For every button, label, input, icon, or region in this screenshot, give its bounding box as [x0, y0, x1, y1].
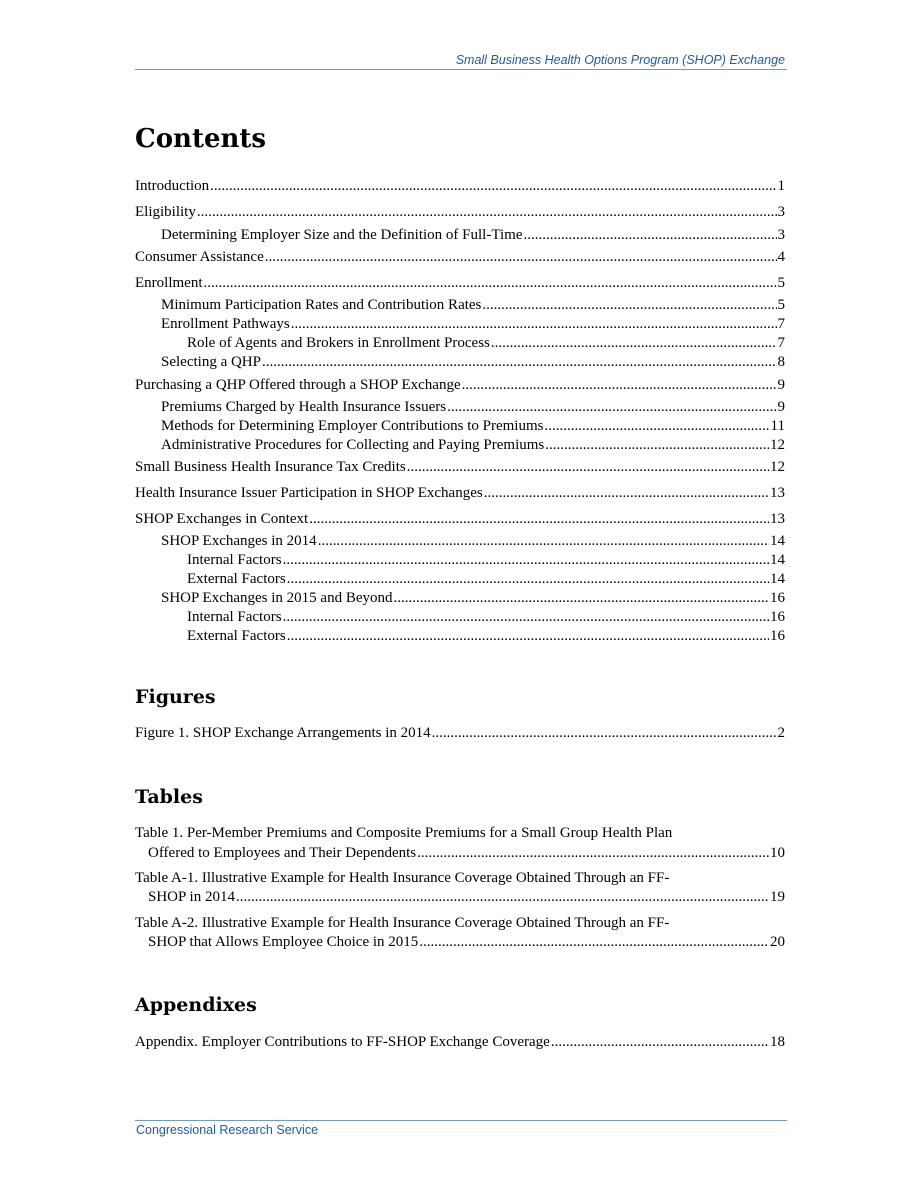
- toc-entry-label: Selecting a QHP: [161, 354, 261, 370]
- toc-entry-selecting-qhp[interactable]: [161, 353, 785, 372]
- toc-entry-enrollment[interactable]: [135, 274, 785, 293]
- table-entry-a1-line1[interactable]: Table A-1. Illustrative Example for Health Insurance Coverage Obtained Through an FF-: [135, 870, 670, 886]
- toc-entry-consumer-assistance[interactable]: [135, 248, 785, 267]
- toc-entry-label: SHOP Exchanges in 2014: [161, 533, 317, 549]
- toc-entry-label: SHOP that Allows Employee Choice in 2015: [148, 934, 419, 950]
- table-entry-1[interactable]: [148, 844, 785, 863]
- footer-divider: [135, 1120, 787, 1121]
- toc-entry-page: 14: [770, 533, 785, 549]
- toc-entry-internal-factors-2014[interactable]: [187, 551, 785, 570]
- toc-entry-shop-in-context[interactable]: [135, 510, 785, 529]
- toc-entry-purchasing-qhp[interactable]: [135, 376, 785, 395]
- appendix-entry-1[interactable]: [135, 1033, 785, 1052]
- toc-entry-label: Health Insurance Issuer Participation in SHOP Exchanges: [135, 485, 483, 501]
- toc-entry-label: Small Business Health Insurance Tax Credits: [135, 459, 406, 475]
- toc-entry-shop-2014[interactable]: [161, 532, 785, 551]
- toc-entry-page: 2: [777, 725, 785, 741]
- toc-entry-page: 4: [777, 249, 785, 265]
- toc-entry-label: SHOP Exchanges in 2015 and Beyond: [161, 590, 393, 606]
- running-header: Small Business Health Options Program (SHOP) Exchange: [455, 53, 785, 67]
- toc-entry-page: 13: [770, 511, 785, 527]
- toc-entry-introduction[interactable]: [135, 177, 785, 196]
- toc-entry-administrative-procedures[interactable]: [161, 436, 785, 455]
- toc-entry-participation-rates[interactable]: [161, 296, 785, 315]
- tables-heading: Tables: [135, 786, 203, 808]
- toc-entry-page: 3: [777, 204, 785, 220]
- toc-entry-page: 5: [777, 275, 785, 291]
- toc-entry-agents-brokers[interactable]: [187, 334, 785, 353]
- toc-entry-label: Enrollment Pathways: [161, 316, 290, 332]
- toc-entry-label: Internal Factors: [187, 552, 282, 568]
- toc-entry-label: Methods for Determining Employer Contributions to Premiums: [161, 418, 544, 434]
- table-entry-1-line1[interactable]: Table 1. Per-Member Premiums and Composite Premiums for a Small Group Health Plan: [135, 825, 673, 841]
- toc-entry-page: 10: [770, 845, 785, 861]
- toc-entry-employer-size[interactable]: [161, 226, 785, 245]
- toc-entry-label: Eligibility: [135, 204, 196, 220]
- toc-entry-label: Premiums Charged by Health Insurance Issuers: [161, 399, 447, 415]
- toc-entry-page: 14: [770, 571, 785, 587]
- toc-entry-external-factors-2014[interactable]: [187, 570, 785, 589]
- toc-entry-premiums-charged[interactable]: [161, 398, 785, 417]
- toc-entry-enrollment-pathways[interactable]: [161, 315, 785, 334]
- toc-entry-page: 9: [777, 377, 785, 393]
- toc-entry-page: 8: [777, 354, 785, 370]
- toc-entry-page: 11: [770, 418, 785, 434]
- toc-entry-page: 16: [770, 628, 785, 644]
- figures-heading: Figures: [135, 686, 216, 708]
- toc-entry-eligibility[interactable]: [135, 203, 785, 222]
- toc-entry-label: SHOP in 2014: [148, 889, 235, 905]
- toc-entry-label: Offered to Employees and Their Dependents: [148, 845, 417, 861]
- toc-entry-label: Purchasing a QHP Offered through a SHOP Exchange: [135, 377, 461, 393]
- toc-entry-label: Consumer Assistance: [135, 249, 264, 265]
- toc-entry-page: 7: [777, 335, 785, 351]
- toc-entry-page: 9: [777, 399, 785, 415]
- table-entry-a1[interactable]: [148, 888, 785, 907]
- toc-entry-label: Introduction: [135, 178, 210, 194]
- toc-entry-label: Appendix. Employer Contributions to FF-SHOP Exchange Coverage: [135, 1034, 550, 1050]
- toc-entry-tax-credits[interactable]: [135, 458, 785, 477]
- appendixes-heading: Appendixes: [135, 994, 257, 1016]
- toc-entry-issuer-participation[interactable]: [135, 484, 785, 503]
- toc-entry-label: Role of Agents and Brokers in Enrollment Process: [187, 335, 490, 351]
- toc-entry-page: 18: [770, 1034, 785, 1050]
- toc-entry-page: 20: [770, 934, 785, 950]
- toc-entry-label: SHOP Exchanges in Context: [135, 511, 309, 527]
- table-entry-a2[interactable]: [148, 933, 785, 952]
- table-entry-a2-line1[interactable]: Table A-2. Illustrative Example for Health Insurance Coverage Obtained Through an FF-: [135, 915, 670, 931]
- toc-entry-page: 13: [770, 485, 785, 501]
- toc-entry-page: 7: [777, 316, 785, 332]
- toc-entry-employer-contributions[interactable]: [161, 417, 785, 436]
- toc-entry-page: 16: [770, 609, 785, 625]
- header-divider: [135, 69, 787, 70]
- toc-entry-page: 5: [777, 297, 785, 313]
- toc-entry-external-factors-2015[interactable]: [187, 627, 785, 646]
- toc-entry-label: Minimum Participation Rates and Contribution Rates: [161, 297, 482, 313]
- toc-entry-internal-factors-2015[interactable]: [187, 608, 785, 627]
- toc-entry-page: 19: [770, 889, 785, 905]
- toc-entry-label: External Factors: [187, 571, 286, 587]
- toc-entry-shop-2015[interactable]: [161, 589, 785, 608]
- toc-entry-page: 3: [777, 227, 785, 243]
- toc-entry-label: Administrative Procedures for Collecting and Paying Premiums: [161, 437, 545, 453]
- toc-entry-label: Internal Factors: [187, 609, 282, 625]
- footer-org: Congressional Research Service: [136, 1123, 319, 1137]
- toc-entry-page: 12: [770, 437, 785, 453]
- figure-entry-1[interactable]: [135, 724, 785, 743]
- toc-entry-label: Figure 1. SHOP Exchange Arrangements in 2014: [135, 725, 431, 741]
- toc-entry-label: Enrollment: [135, 275, 203, 291]
- toc-entry-page: 12: [770, 459, 785, 475]
- toc-entry-label: Determining Employer Size and the Definition of Full-Time: [161, 227, 523, 243]
- contents-heading: Contents: [135, 124, 267, 154]
- toc-entry-page: 1: [777, 178, 785, 194]
- toc-entry-label: External Factors: [187, 628, 286, 644]
- toc-entry-page: 14: [770, 552, 785, 568]
- toc-entry-page: 16: [770, 590, 785, 606]
